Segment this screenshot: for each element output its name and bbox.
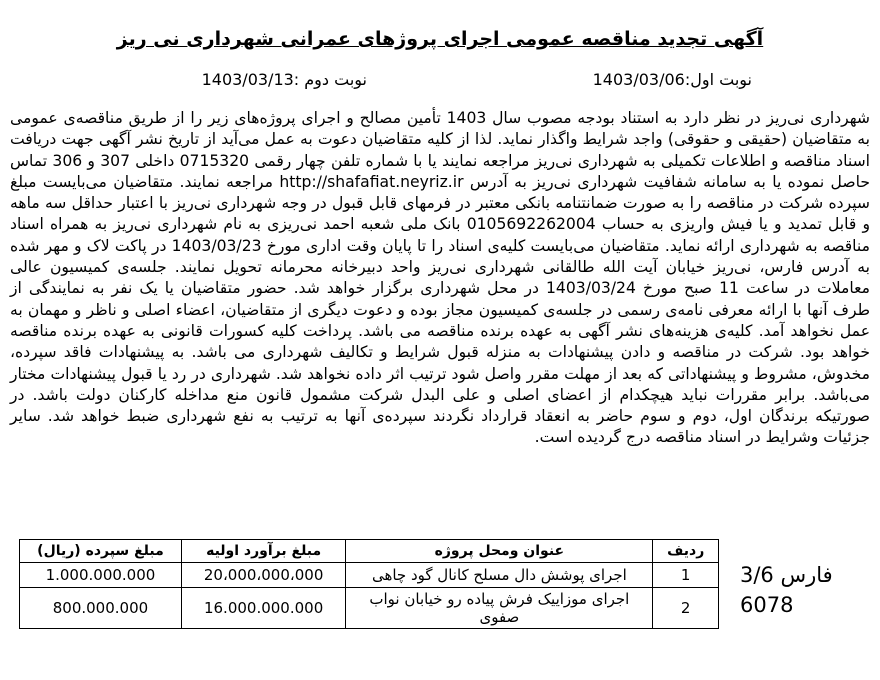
publication-code-line-1: فارس 3/6 bbox=[740, 563, 833, 587]
header-title: عنوان ومحل پروژه bbox=[346, 540, 653, 563]
row-index: 1 bbox=[653, 563, 719, 588]
first-round-date: نوبت اول:1403/03/06 bbox=[592, 70, 752, 89]
publication-dates bbox=[0, 70, 880, 96]
notice-body bbox=[10, 108, 870, 449]
row-estimate: 20،000،000،000 bbox=[181, 563, 345, 588]
projects-table bbox=[19, 539, 719, 629]
header-index: ردیف bbox=[653, 540, 719, 563]
row-title: اجرای موزاییک فرش پیاده رو خیابان نواب صفوی bbox=[346, 588, 653, 629]
publication-code bbox=[740, 560, 850, 620]
publication-code-line-2: 6078 bbox=[740, 593, 794, 617]
table-header-row bbox=[20, 540, 719, 563]
header-deposit: مبلغ سپرده (ریال) bbox=[20, 540, 182, 563]
notice-title-text: آگهی تجدید مناقصه عمومی اجرای پروژهای عمرانی شهرداری نی ریز bbox=[116, 28, 764, 50]
notice-title bbox=[0, 28, 880, 50]
row-deposit: 1.000.000.000 bbox=[20, 563, 182, 588]
second-round-date: نوبت دوم :1403/03/13 bbox=[201, 70, 367, 89]
notice-paragraph: شهرداری نی‌ریز در نظر دارد به استناد بودجه مصوب سال 1403 تأمین مصالح و اجرای پروژه‌های زیر را از طریق مناقصه‌ی عمومی به متقاضیان (حقیقی و حقوقی) واجد شرایط واگذار نماید. لذا از کلیه متقاضیان دعوت به عمل می‌آید از تاریخ نشر آگهی جهت دریافت اسناد مناقصه و اطلاعات تکمیلی به شهرداری نی‌ریز مراجعه نمایند یا با شماره تلفن چهار رقمی 0715320 داخلی 307 و 306 تماس حاصل نموده یا به سامانه شفافیت شهرداری نی‌ریز به آدرس http://shafafiat.neyriz.ir مراجعه نمایند. متقاضیان می‌بایست مبلغ سپرده شرکت در مناقصه را به صورت ضمانتنامه بانکی معتبر در فرمهای قابل قبول در وجه شهرداری نی‌ریز با اعتبار حداقل سه ماهه و قابل تمدید و یا فیش واریزی به حساب 0105692262004 بانک ملی شعبه احمد نی‌ریزی به نام شهرداری نی‌ریز به همراه اسناد مناقصه به شهرداری ارائه نماید. متقاضیان می‌بایست کلیه‌ی اسناد را تا پایان وقت اداری مورخ 1403/03/23 در پاکت لاک و مهر شده به آدرس فارس، نی‌ریز خیابان آیت الله طالقانی شهرداری نی‌ریز واحد دبیرخانه محرمانه تحویل نمایند. جلسه‌ی کمیسیون عالی معاملات در ساعت 11 صبح مورخ 1403/03/24 در محل شهرداری برگزار خواهد شد. حضور متقاضیان یا یک نفر به نمایندگی از طرف آنها با ارائه معرفی نامه‌ی رسمی در جلسه‌ی کمیسیون مجاز بوده و دعوت دیگری از متقاضیان، اعضاء اصلی و ناظر و مهمان به عمل نخواهد آمد. کلیه‌ی هزینه‌های نشر آگهی به عهده برنده مناقصه می باشد. پرداخت کلیه کسورات قانونی به عهده برنده مناقصه خواهد بود. شرکت در مناقصه و دادن پیشنهادات به منزله قبول شرایط و تکالیف شهرداری می باشد. به پیشنهادات فاقد سپرده، مخدوش، مشروط و پیشنهاداتی که بعد از مهلت مقرر واصل شود ترتیب اثر داده نخواهد شد. شهرداری در رد یا قبول پیشنهادات مختار می‌باشد. برابر مقررات نباید هیچکدام از اعضای اصلی و علی البدل شرکت مشمول قانون منع مداخله کارکنان دولت باشد. در صورتیکه برندگان اول، دوم و سوم حاضر به انعقاد قرارداد نگردند سپرده‌ی آنها به ترتیب به نفع شهرداری ضبط خواهد شد. سایر جزئیات وشرایط در اسناد مناقصه درج گردیده است. bbox=[10, 109, 871, 447]
row-title: اجرای پوشش دال مسلح کانال گود چاهی bbox=[346, 563, 653, 588]
table-row bbox=[20, 588, 719, 629]
row-estimate: 16.000.000.000 bbox=[181, 588, 345, 629]
header-estimate: مبلغ برآورد اولیه bbox=[181, 540, 345, 563]
table-row bbox=[20, 563, 719, 588]
row-index: 2 bbox=[653, 588, 719, 629]
row-deposit: 800.000.000 bbox=[20, 588, 182, 629]
